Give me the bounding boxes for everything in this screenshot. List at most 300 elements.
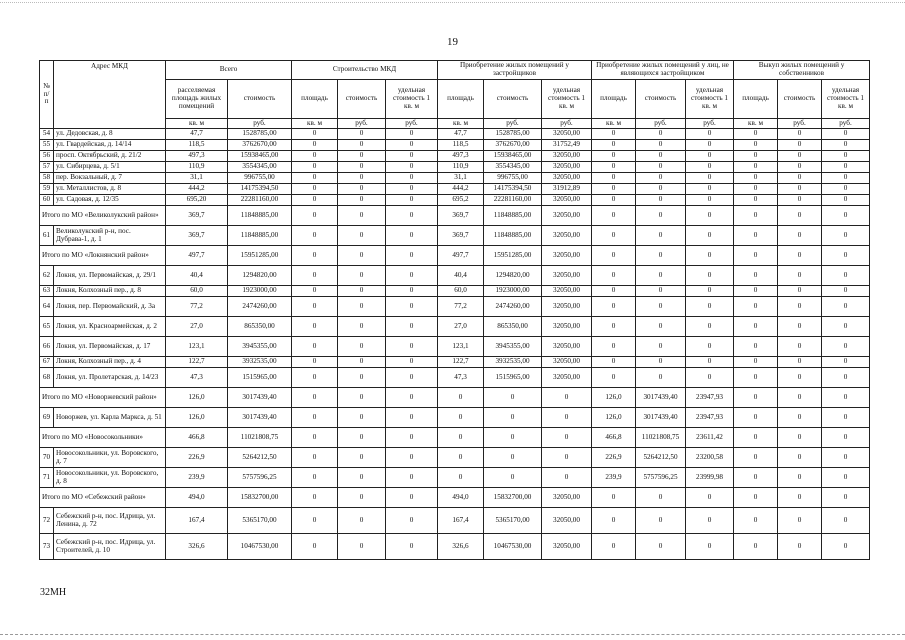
cell-value: 1515965,00 bbox=[484, 368, 542, 388]
cell-value: 11848885,00 bbox=[484, 206, 542, 226]
cell-value: 0 bbox=[484, 428, 542, 448]
cell-value: 0 bbox=[386, 184, 438, 195]
cell-value: 0 bbox=[822, 408, 870, 428]
cell-value: 0 bbox=[592, 317, 636, 337]
cell-value: 23611,42 bbox=[686, 428, 734, 448]
cell-value: 0 bbox=[734, 297, 778, 317]
cell-value: 0 bbox=[778, 488, 822, 508]
cell-value: 0 bbox=[778, 226, 822, 246]
cell-value: 2474260,00 bbox=[484, 297, 542, 317]
cell-value: 0 bbox=[292, 337, 338, 357]
cell-value: 5365170,00 bbox=[228, 508, 292, 534]
cell-value: 32050,00 bbox=[542, 162, 592, 173]
cell-value: 0 bbox=[386, 151, 438, 162]
cell-value: 0 bbox=[636, 488, 686, 508]
cell-value: 0 bbox=[292, 129, 338, 140]
cell-value: 0 bbox=[386, 162, 438, 173]
cell-value: 0 bbox=[734, 162, 778, 173]
cell-value: 10467530,00 bbox=[484, 534, 542, 560]
cell-value: 0 bbox=[386, 297, 438, 317]
cell-value: 27,0 bbox=[438, 317, 484, 337]
cell-value: 369,7 bbox=[166, 206, 228, 226]
table-row bbox=[40, 162, 870, 173]
cell-value: 32050,00 bbox=[542, 317, 592, 337]
cell-value: 5365170,00 bbox=[484, 508, 542, 534]
cell-value: 126,0 bbox=[166, 388, 228, 408]
row-address: пер. Вокзальный, д. 7 bbox=[54, 173, 166, 184]
cell-value: 0 bbox=[386, 129, 438, 140]
cell-value: 0 bbox=[386, 488, 438, 508]
cell-value: 31,1 bbox=[166, 173, 228, 184]
cell-value: 0 bbox=[338, 368, 386, 388]
cell-value: 0 bbox=[636, 206, 686, 226]
cell-value: 0 bbox=[636, 286, 686, 297]
row-number: 72 bbox=[40, 508, 54, 534]
cell-value: 0 bbox=[484, 448, 542, 468]
scan-edge-top bbox=[0, 2, 905, 3]
cell-value: 0 bbox=[822, 151, 870, 162]
cell-value: 0 bbox=[822, 184, 870, 195]
row-address: Локня, ул. Первомайская, д. 29/1 bbox=[54, 266, 166, 286]
cell-value: 0 bbox=[592, 195, 636, 206]
table-row bbox=[40, 337, 870, 357]
cell-value: 32050,00 bbox=[542, 357, 592, 368]
cell-value: 32050,00 bbox=[542, 297, 592, 317]
cell-value: 126,0 bbox=[166, 408, 228, 428]
row-number: 69 bbox=[40, 408, 54, 428]
cell-value: 0 bbox=[338, 286, 386, 297]
cell-value: 0 bbox=[734, 184, 778, 195]
cell-value: 0 bbox=[592, 184, 636, 195]
cell-value: 0 bbox=[822, 266, 870, 286]
cell-value: 466,8 bbox=[592, 428, 636, 448]
cell-value: 0 bbox=[338, 140, 386, 151]
cell-value: 0 bbox=[686, 206, 734, 226]
table-row bbox=[40, 448, 870, 468]
cell-value: 0 bbox=[734, 448, 778, 468]
cell-value: 32050,00 bbox=[542, 226, 592, 246]
cell-value: 0 bbox=[484, 408, 542, 428]
subtotal-label: Итого по МО «Новоржевский район» bbox=[40, 388, 166, 408]
cell-value: 0 bbox=[734, 246, 778, 266]
cell-value: 110,9 bbox=[166, 162, 228, 173]
cell-value: 0 bbox=[734, 428, 778, 448]
cell-value: 0 bbox=[386, 408, 438, 428]
subtotal-label: Итого по МО «Локнянский район» bbox=[40, 246, 166, 266]
cell-value: 0 bbox=[292, 246, 338, 266]
cell-value: 77,2 bbox=[166, 297, 228, 317]
cell-value: 326,6 bbox=[166, 534, 228, 560]
cell-value: 23200,58 bbox=[686, 448, 734, 468]
cell-value: 0 bbox=[636, 129, 686, 140]
cell-value: 0 bbox=[592, 140, 636, 151]
cell-value: 3017439,40 bbox=[228, 388, 292, 408]
unit-rub: руб. bbox=[338, 119, 386, 129]
cell-value: 167,4 bbox=[166, 508, 228, 534]
cell-value: 0 bbox=[636, 151, 686, 162]
cell-value: 0 bbox=[734, 129, 778, 140]
cell-value: 0 bbox=[338, 195, 386, 206]
cell-value: 0 bbox=[292, 286, 338, 297]
cell-value: 0 bbox=[338, 428, 386, 448]
table-row bbox=[40, 286, 870, 297]
cell-value: 0 bbox=[734, 317, 778, 337]
cell-value: 497,7 bbox=[166, 246, 228, 266]
cell-value: 0 bbox=[386, 337, 438, 357]
cell-value: 1515965,00 bbox=[228, 368, 292, 388]
cell-value: 0 bbox=[734, 226, 778, 246]
cell-value: 0 bbox=[734, 195, 778, 206]
row-address: ул. Металлистов, д. 8 bbox=[54, 184, 166, 195]
cell-value: 0 bbox=[338, 488, 386, 508]
cell-value: 695,20 bbox=[166, 195, 228, 206]
cell-value: 0 bbox=[734, 266, 778, 286]
header-group-non-developers: Приобретение жилых помещений у лиц, не являющихся застройщиком bbox=[592, 61, 734, 80]
cell-value: 0 bbox=[592, 368, 636, 388]
cell-value: 0 bbox=[292, 266, 338, 286]
cell-value: 0 bbox=[686, 337, 734, 357]
cell-value: 5757596,25 bbox=[636, 468, 686, 488]
scan-edge-bottom bbox=[0, 634, 905, 635]
cell-value: 0 bbox=[822, 508, 870, 534]
unit-sqm: кв. м bbox=[292, 119, 338, 129]
row-address: Локня, пер. Первомайский, д. 3а bbox=[54, 297, 166, 317]
table-row bbox=[40, 468, 870, 488]
header-buyout-cost: стоимость bbox=[778, 80, 822, 119]
cell-value: 3762670,00 bbox=[228, 140, 292, 151]
cell-value: 0 bbox=[542, 428, 592, 448]
cell-value: 0 bbox=[386, 140, 438, 151]
row-address: ул. Садовая, д. 12/35 bbox=[54, 195, 166, 206]
cell-value: 32050,00 bbox=[542, 488, 592, 508]
row-address: ул. Дедовская, д. 8 bbox=[54, 129, 166, 140]
cell-value: 0 bbox=[822, 337, 870, 357]
cell-value: 0 bbox=[778, 337, 822, 357]
cell-value: 0 bbox=[778, 266, 822, 286]
cell-value: 3945355,00 bbox=[228, 337, 292, 357]
table-row bbox=[40, 508, 870, 534]
cell-value: 0 bbox=[438, 388, 484, 408]
table-row bbox=[40, 408, 870, 428]
cell-value: 0 bbox=[686, 162, 734, 173]
cell-value: 0 bbox=[338, 129, 386, 140]
cell-value: 11848885,00 bbox=[228, 206, 292, 226]
row-address: Великолукский р-н, пос. Дубрава-1, д. 1 bbox=[54, 226, 166, 246]
table-row bbox=[40, 317, 870, 337]
cell-value: 0 bbox=[636, 266, 686, 286]
cell-value: 0 bbox=[542, 448, 592, 468]
table-row bbox=[40, 368, 870, 388]
cell-value: 0 bbox=[338, 246, 386, 266]
unit-rub: руб. bbox=[636, 119, 686, 129]
cell-value: 0 bbox=[386, 357, 438, 368]
row-number: 58 bbox=[40, 173, 54, 184]
cell-value: 0 bbox=[822, 246, 870, 266]
row-number: 63 bbox=[40, 286, 54, 297]
row-number: 62 bbox=[40, 266, 54, 286]
table-row bbox=[40, 173, 870, 184]
table-row bbox=[40, 357, 870, 368]
row-number: 68 bbox=[40, 368, 54, 388]
cell-value: 0 bbox=[292, 468, 338, 488]
cell-value: 0 bbox=[292, 195, 338, 206]
cell-value: 0 bbox=[822, 173, 870, 184]
cell-value: 0 bbox=[822, 195, 870, 206]
cell-value: 14175394,50 bbox=[228, 184, 292, 195]
cell-value: 0 bbox=[636, 246, 686, 266]
cell-value: 11021808,75 bbox=[636, 428, 686, 448]
header-developers-area: площадь bbox=[438, 80, 484, 119]
header-group-buyout: Выкуп жилых помещений у собственников bbox=[734, 61, 870, 80]
cell-value: 0 bbox=[822, 368, 870, 388]
cell-value: 32050,00 bbox=[542, 151, 592, 162]
cell-value: 0 bbox=[822, 286, 870, 297]
cell-value: 0 bbox=[592, 129, 636, 140]
unit-sqm: кв. м bbox=[592, 119, 636, 129]
cell-value: 32050,00 bbox=[542, 246, 592, 266]
cell-value: 15832700,00 bbox=[484, 488, 542, 508]
row-number: 57 bbox=[40, 162, 54, 173]
cell-value: 47,7 bbox=[438, 129, 484, 140]
cell-value: 0 bbox=[592, 162, 636, 173]
cell-value: 23999,98 bbox=[686, 468, 734, 488]
row-number: 54 bbox=[40, 129, 54, 140]
cell-value: 0 bbox=[292, 140, 338, 151]
cell-value: 0 bbox=[438, 408, 484, 428]
cell-value: 40,4 bbox=[166, 266, 228, 286]
header-row-groups bbox=[40, 61, 870, 80]
cell-value: 3932535,00 bbox=[228, 357, 292, 368]
cell-value: 0 bbox=[686, 368, 734, 388]
cell-value: 996755,00 bbox=[228, 173, 292, 184]
row-address: Себежский р-н, пос. Идрица, ул. Ленина, д. 72 bbox=[54, 508, 166, 534]
cell-value: 0 bbox=[636, 184, 686, 195]
header-construction-area: площадь bbox=[292, 80, 338, 119]
cell-value: 0 bbox=[686, 184, 734, 195]
cell-value: 0 bbox=[292, 162, 338, 173]
cell-value: 494,0 bbox=[166, 488, 228, 508]
cell-value: 1294820,00 bbox=[484, 266, 542, 286]
cell-value: 0 bbox=[778, 140, 822, 151]
cell-value: 0 bbox=[338, 206, 386, 226]
cell-value: 0 bbox=[734, 488, 778, 508]
table-row bbox=[40, 534, 870, 560]
cell-value: 3017439,40 bbox=[636, 388, 686, 408]
header-developers-unit: удельная стоимость 1 кв. м bbox=[542, 80, 592, 119]
row-address: Новосокольники, ул. Воровского, д. 8 bbox=[54, 468, 166, 488]
cell-value: 0 bbox=[592, 286, 636, 297]
row-number: 67 bbox=[40, 357, 54, 368]
cell-value: 0 bbox=[822, 226, 870, 246]
cell-value: 0 bbox=[778, 368, 822, 388]
cell-value: 0 bbox=[338, 408, 386, 428]
row-address: Локня, Колхозный пер., д. 8 bbox=[54, 286, 166, 297]
cell-value: 494,0 bbox=[438, 488, 484, 508]
cell-value: 0 bbox=[734, 140, 778, 151]
cell-value: 118,5 bbox=[438, 140, 484, 151]
cell-value: 0 bbox=[386, 428, 438, 448]
cell-value: 0 bbox=[386, 317, 438, 337]
cell-value: 0 bbox=[292, 357, 338, 368]
cell-value: 0 bbox=[778, 246, 822, 266]
cell-value: 0 bbox=[778, 286, 822, 297]
cell-value: 3017439,40 bbox=[228, 408, 292, 428]
cell-value: 0 bbox=[734, 534, 778, 560]
cell-value: 32050,00 bbox=[542, 173, 592, 184]
cell-value: 0 bbox=[292, 206, 338, 226]
cell-value: 0 bbox=[734, 388, 778, 408]
cell-value: 47,7 bbox=[166, 129, 228, 140]
cell-value: 3554345,00 bbox=[484, 162, 542, 173]
cell-value: 0 bbox=[734, 337, 778, 357]
header-total-cost: стоимость bbox=[228, 80, 292, 119]
row-number: 70 bbox=[40, 448, 54, 468]
cell-value: 0 bbox=[734, 408, 778, 428]
cell-value: 32050,00 bbox=[542, 129, 592, 140]
cell-value: 5264212,50 bbox=[636, 448, 686, 468]
cell-value: 0 bbox=[338, 297, 386, 317]
cell-value: 11848885,00 bbox=[484, 226, 542, 246]
row-address: Новосокольники, ул. Воровского, д. 7 bbox=[54, 448, 166, 468]
cell-value: 0 bbox=[636, 368, 686, 388]
cell-value: 15951285,00 bbox=[228, 246, 292, 266]
table-row bbox=[40, 151, 870, 162]
cell-value: 226,9 bbox=[166, 448, 228, 468]
cell-value: 0 bbox=[636, 297, 686, 317]
cell-value: 239,9 bbox=[166, 468, 228, 488]
table-body bbox=[40, 129, 870, 560]
row-address: Локня, Колхозный пер., д. 4 bbox=[54, 357, 166, 368]
cell-value: 369,7 bbox=[166, 226, 228, 246]
row-number: 71 bbox=[40, 468, 54, 488]
header-group-total: Всего bbox=[166, 61, 292, 80]
table-row bbox=[40, 266, 870, 286]
cell-value: 0 bbox=[686, 266, 734, 286]
row-number: 73 bbox=[40, 534, 54, 560]
cell-value: 22281160,00 bbox=[484, 195, 542, 206]
cell-value: 0 bbox=[592, 337, 636, 357]
cell-value: 23947,93 bbox=[686, 388, 734, 408]
cell-value: 0 bbox=[686, 151, 734, 162]
cell-value: 0 bbox=[292, 428, 338, 448]
cell-value: 0 bbox=[292, 317, 338, 337]
header-buyout-area: площадь bbox=[734, 80, 778, 119]
header-group-developers: Приобретение жилых помещений у застройщиков bbox=[438, 61, 592, 80]
unit-rub: руб. bbox=[228, 119, 292, 129]
unit-sqm: кв. м bbox=[734, 119, 778, 129]
header-total-area: расселяемая площадь жилых помещений bbox=[166, 80, 228, 119]
table-row bbox=[40, 184, 870, 195]
cell-value: 0 bbox=[778, 448, 822, 468]
cell-value: 0 bbox=[778, 195, 822, 206]
subtotal-label: Итого по МО «Себежский район» bbox=[40, 488, 166, 508]
cell-value: 14175394,50 bbox=[484, 184, 542, 195]
cell-value: 239,9 bbox=[592, 468, 636, 488]
cell-value: 0 bbox=[636, 317, 686, 337]
cell-value: 369,7 bbox=[438, 226, 484, 246]
unit-rub: руб. bbox=[386, 119, 438, 129]
cell-value: 0 bbox=[338, 162, 386, 173]
cell-value: 326,6 bbox=[438, 534, 484, 560]
cell-value: 0 bbox=[386, 468, 438, 488]
cell-value: 369,7 bbox=[438, 206, 484, 226]
cell-value: 0 bbox=[778, 129, 822, 140]
cell-value: 0 bbox=[592, 246, 636, 266]
table-row bbox=[40, 129, 870, 140]
header-construction-cost: стоимость bbox=[338, 80, 386, 119]
cell-value: 0 bbox=[386, 448, 438, 468]
unit-rub: руб. bbox=[822, 119, 870, 129]
header-num: № п/п bbox=[40, 61, 54, 129]
cell-value: 0 bbox=[338, 388, 386, 408]
cell-value: 77,2 bbox=[438, 297, 484, 317]
subtotal-row bbox=[40, 246, 870, 266]
cell-value: 0 bbox=[592, 534, 636, 560]
unit-rub: руб. bbox=[484, 119, 542, 129]
cell-value: 23947,93 bbox=[686, 408, 734, 428]
cell-value: 0 bbox=[592, 206, 636, 226]
cell-value: 32050,00 bbox=[542, 206, 592, 226]
unit-rub: руб. bbox=[542, 119, 592, 129]
cell-value: 0 bbox=[822, 140, 870, 151]
cell-value: 0 bbox=[592, 508, 636, 534]
row-address: Локня, ул. Пролетарская, д. 14/23 bbox=[54, 368, 166, 388]
cell-value: 27,0 bbox=[166, 317, 228, 337]
cell-value: 0 bbox=[822, 206, 870, 226]
row-address: Локня, ул. Красноармейская, д. 2 bbox=[54, 317, 166, 337]
cell-value: 0 bbox=[484, 468, 542, 488]
cell-value: 0 bbox=[778, 388, 822, 408]
unit-sqm: кв. м bbox=[438, 119, 484, 129]
cell-value: 0 bbox=[686, 140, 734, 151]
cell-value: 0 bbox=[822, 297, 870, 317]
cell-value: 0 bbox=[386, 206, 438, 226]
cell-value: 865350,00 bbox=[484, 317, 542, 337]
cell-value: 47,3 bbox=[438, 368, 484, 388]
cell-value: 0 bbox=[338, 317, 386, 337]
cell-value: 0 bbox=[338, 508, 386, 534]
cell-value: 0 bbox=[292, 534, 338, 560]
row-number: 60 bbox=[40, 195, 54, 206]
cell-value: 47,3 bbox=[166, 368, 228, 388]
cell-value: 0 bbox=[542, 468, 592, 488]
cell-value: 0 bbox=[822, 468, 870, 488]
cell-value: 40,4 bbox=[438, 266, 484, 286]
cell-value: 3017439,40 bbox=[636, 408, 686, 428]
cell-value: 0 bbox=[822, 534, 870, 560]
cell-value: 0 bbox=[686, 286, 734, 297]
cell-value: 0 bbox=[822, 488, 870, 508]
cell-value: 0 bbox=[386, 534, 438, 560]
cell-value: 0 bbox=[822, 162, 870, 173]
cell-value: 0 bbox=[686, 508, 734, 534]
cell-value: 1923000,00 bbox=[484, 286, 542, 297]
cell-value: 0 bbox=[636, 226, 686, 246]
cell-value: 0 bbox=[636, 357, 686, 368]
row-address: ул. Гвардейская, д. 14/14 bbox=[54, 140, 166, 151]
cell-value: 0 bbox=[292, 388, 338, 408]
cell-value: 0 bbox=[778, 534, 822, 560]
cell-value: 0 bbox=[686, 534, 734, 560]
cell-value: 15938465,00 bbox=[228, 151, 292, 162]
cell-value: 444,2 bbox=[438, 184, 484, 195]
cell-value: 122,7 bbox=[166, 357, 228, 368]
cell-value: 0 bbox=[438, 428, 484, 448]
cell-value: 0 bbox=[386, 173, 438, 184]
subtotal-row bbox=[40, 388, 870, 408]
cell-value: 3932535,00 bbox=[484, 357, 542, 368]
cell-value: 0 bbox=[386, 286, 438, 297]
